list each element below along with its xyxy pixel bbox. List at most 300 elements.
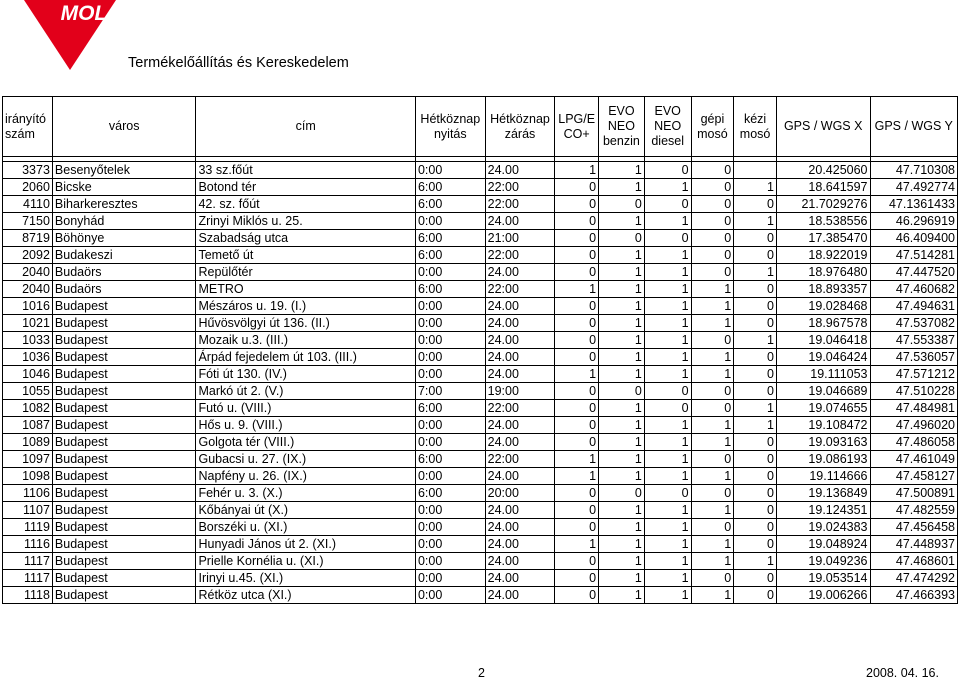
table-cell: 17.385470 [776, 230, 870, 247]
table-cell: Budapest [52, 536, 196, 553]
table-cell: 0 [691, 230, 734, 247]
table-cell: 24.00 [485, 366, 555, 383]
table-cell: 1033 [3, 332, 53, 349]
table-cell: Budapest [52, 485, 196, 502]
table-cell: 1087 [3, 417, 53, 434]
table-cell: Napfény u. 26. (IX.) [196, 468, 416, 485]
table-cell: Bonyhád [52, 213, 196, 230]
table-cell: 22:00 [485, 179, 555, 196]
table-cell: 1 [599, 281, 645, 298]
column-header: irányító szám [3, 97, 53, 157]
table-cell: 0 [555, 519, 599, 536]
table-cell: 47.461049 [870, 451, 957, 468]
table-cell: Szabadság utca [196, 230, 416, 247]
table-cell: 1 [644, 349, 691, 366]
table-cell: 0:00 [415, 434, 485, 451]
table-cell: 33 sz.főút [196, 162, 416, 179]
table-cell: 0 [555, 553, 599, 570]
table-cell: 1 [691, 553, 734, 570]
table-cell: 1 [644, 213, 691, 230]
table-cell: Budapest [52, 366, 196, 383]
table-cell: Rétköz utca (XI.) [196, 587, 416, 604]
table-cell: 7:00 [415, 383, 485, 400]
table-cell: 1 [555, 451, 599, 468]
table-cell: 1 [599, 519, 645, 536]
table-cell: 0 [555, 485, 599, 502]
table-cell: 47.458127 [870, 468, 957, 485]
table-cell: 0 [555, 383, 599, 400]
table-cell: 1 [599, 417, 645, 434]
table-cell: 24.00 [485, 536, 555, 553]
table-cell: 0:00 [415, 315, 485, 332]
table-cell: 1 [644, 298, 691, 315]
table-cell: 42. sz. főút [196, 196, 416, 213]
table-cell: 47.510228 [870, 383, 957, 400]
table-cell: 2040 [3, 281, 53, 298]
company-division-title: Termékelőállítás és Kereskedelem [128, 55, 349, 71]
table-cell: 1 [599, 366, 645, 383]
table-cell: 0 [734, 570, 777, 587]
table-cell: Bicske [52, 179, 196, 196]
table-cell: 0 [599, 230, 645, 247]
table-cell: 1 [599, 536, 645, 553]
table-cell: 0 [555, 417, 599, 434]
table-cell: 0:00 [415, 213, 485, 230]
table-cell: 0 [644, 383, 691, 400]
page-number: 2 [478, 666, 485, 680]
table-cell: 0 [734, 468, 777, 485]
table-cell: 1 [555, 281, 599, 298]
table-cell: 1 [734, 264, 777, 281]
table-cell: 1 [691, 315, 734, 332]
table-cell: 1 [691, 587, 734, 604]
table-cell: 1 [644, 332, 691, 349]
table-cell: 0:00 [415, 162, 485, 179]
table-cell: 2060 [3, 179, 53, 196]
table-cell: 22:00 [485, 400, 555, 417]
table-cell: 1 [599, 553, 645, 570]
table-cell: 47.486058 [870, 434, 957, 451]
table-cell: 19.006266 [776, 587, 870, 604]
table-cell: 24.00 [485, 213, 555, 230]
table-cell: 47.460682 [870, 281, 957, 298]
table-cell: 0 [555, 315, 599, 332]
table-row [3, 315, 958, 332]
table-cell: 1 [555, 536, 599, 553]
table-cell: 0 [555, 400, 599, 417]
table-cell: 0:00 [415, 553, 485, 570]
table-cell: 1 [599, 332, 645, 349]
table-cell: 0:00 [415, 570, 485, 587]
table-cell: 18.976480 [776, 264, 870, 281]
table-cell: 0 [734, 451, 777, 468]
table-cell: 0 [599, 383, 645, 400]
table-cell: 0 [734, 434, 777, 451]
table-cell: 0 [691, 264, 734, 281]
table-cell: 47.447520 [870, 264, 957, 281]
table-cell: 1021 [3, 315, 53, 332]
table-cell: Budapest [52, 298, 196, 315]
table-cell: 0 [734, 587, 777, 604]
table-cell: 19.136849 [776, 485, 870, 502]
table-cell: 0:00 [415, 536, 485, 553]
table-cell: 19.028468 [776, 298, 870, 315]
table-cell: 47.466393 [870, 587, 957, 604]
table-cell: 1 [734, 417, 777, 434]
table-cell: 21.7029276 [776, 196, 870, 213]
column-header: cím [196, 97, 416, 157]
table-row [3, 213, 958, 230]
table-cell: METRO [196, 281, 416, 298]
table-cell: Golgota tér (VIII.) [196, 434, 416, 451]
table-cell: 0 [691, 485, 734, 502]
column-header: Hétköznap nyitás [415, 97, 485, 157]
table-cell: 0 [555, 434, 599, 451]
table-cell: 47.494631 [870, 298, 957, 315]
table-cell: 24.00 [485, 162, 555, 179]
table-row [3, 434, 958, 451]
logo-text: MOL [60, 2, 108, 25]
table-cell: Budapest [52, 451, 196, 468]
table-cell: 46.409400 [870, 230, 957, 247]
table-cell: 1055 [3, 383, 53, 400]
table-cell: 1 [691, 502, 734, 519]
table-cell: 0 [599, 485, 645, 502]
table-cell: 47.468601 [870, 553, 957, 570]
table-body [3, 162, 958, 604]
table-cell: 1 [691, 468, 734, 485]
table-cell: 1 [734, 400, 777, 417]
table-cell: 0 [555, 587, 599, 604]
table-cell: 47.710308 [870, 162, 957, 179]
table-cell: 47.496020 [870, 417, 957, 434]
table-cell: 0 [734, 196, 777, 213]
table-cell: 1 [691, 434, 734, 451]
table-cell: 47.492774 [870, 179, 957, 196]
table-cell: 47.482559 [870, 502, 957, 519]
column-header: Hétköznap zárás [485, 97, 555, 157]
table-cell: 4110 [3, 196, 53, 213]
table-cell: 0:00 [415, 587, 485, 604]
table-cell: 1 [599, 434, 645, 451]
table-row [3, 298, 958, 315]
table-cell: Zrinyi Miklós u. 25. [196, 213, 416, 230]
table-cell: 19.053514 [776, 570, 870, 587]
table-cell: 0:00 [415, 349, 485, 366]
table-cell: Fóti út 130. (IV.) [196, 366, 416, 383]
table-cell: 0 [555, 179, 599, 196]
table-cell: 24.00 [485, 434, 555, 451]
table-row [3, 519, 958, 536]
table-cell: 0 [555, 349, 599, 366]
station-table [2, 96, 958, 604]
table-cell: 1 [599, 213, 645, 230]
table-cell: 24.00 [485, 417, 555, 434]
table-cell: 24.00 [485, 298, 555, 315]
table-cell: 1 [599, 315, 645, 332]
table-cell: 1 [644, 570, 691, 587]
table-cell: Futó u. (VIII.) [196, 400, 416, 417]
table-row [3, 468, 958, 485]
table-cell: 24.00 [485, 349, 555, 366]
table-cell: 1 [691, 417, 734, 434]
table-cell: 1 [734, 332, 777, 349]
table-row [3, 400, 958, 417]
table-cell: 47.537082 [870, 315, 957, 332]
table-cell: 1 [555, 162, 599, 179]
table-cell: 19.124351 [776, 502, 870, 519]
table-cell: Budapest [52, 468, 196, 485]
table-cell: Mészáros u. 19. (I.) [196, 298, 416, 315]
table-cell: 0:00 [415, 519, 485, 536]
table-cell: 22:00 [485, 451, 555, 468]
table-cell: 1 [555, 468, 599, 485]
table-cell: 1 [644, 264, 691, 281]
table-row [3, 502, 958, 519]
table-cell: 19.046418 [776, 332, 870, 349]
table-cell: 1 [644, 587, 691, 604]
table-cell: Böhönye [52, 230, 196, 247]
table-cell: 22:00 [485, 247, 555, 264]
column-header: GPS / WGS X [776, 97, 870, 157]
table-cell: 19:00 [485, 383, 555, 400]
table-cell: 6:00 [415, 179, 485, 196]
mol-logo [20, 0, 120, 77]
table-cell: 1 [691, 281, 734, 298]
table-cell: 1 [644, 434, 691, 451]
table-cell: 1 [644, 366, 691, 383]
table-row [3, 570, 958, 587]
table-cell: 0 [734, 230, 777, 247]
table-row [3, 179, 958, 196]
table-cell: 21:00 [485, 230, 555, 247]
table-cell: 0 [691, 213, 734, 230]
table-cell: 1036 [3, 349, 53, 366]
table-row [3, 587, 958, 604]
table-cell: 1 [644, 468, 691, 485]
table-cell: Budapest [52, 349, 196, 366]
table-cell: 1 [691, 366, 734, 383]
table-row [3, 451, 958, 468]
table-row [3, 196, 958, 213]
table-cell: 1118 [3, 587, 53, 604]
table-cell: 0:00 [415, 264, 485, 281]
table-cell: Budapest [52, 519, 196, 536]
table-cell: Biharkeresztes [52, 196, 196, 213]
table-cell: 0:00 [415, 417, 485, 434]
table-cell: 18.538556 [776, 213, 870, 230]
table-cell: Budapest [52, 400, 196, 417]
table-cell: Besenyőtelek [52, 162, 196, 179]
table-row [3, 264, 958, 281]
table-cell: 0 [734, 485, 777, 502]
table-row [3, 162, 958, 179]
table-cell: 0 [555, 298, 599, 315]
table-cell: 8719 [3, 230, 53, 247]
table-cell: 19.111053 [776, 366, 870, 383]
table-cell: 1 [599, 264, 645, 281]
table-cell: 0 [691, 247, 734, 264]
table-cell: 47.571212 [870, 366, 957, 383]
table-cell: 0:00 [415, 502, 485, 519]
table-cell: 22:00 [485, 196, 555, 213]
table-cell: 0:00 [415, 332, 485, 349]
table-cell: 1 [734, 179, 777, 196]
table-cell: 1 [644, 417, 691, 434]
table-cell: 0 [691, 519, 734, 536]
table-row [3, 485, 958, 502]
table-cell: 0:00 [415, 366, 485, 383]
table-cell: 0 [734, 247, 777, 264]
table-cell [734, 162, 777, 179]
table-cell: 0 [734, 536, 777, 553]
table-cell: 3373 [3, 162, 53, 179]
table-cell: 47.536057 [870, 349, 957, 366]
table-cell: 1 [644, 315, 691, 332]
table-cell: 18.922019 [776, 247, 870, 264]
table-cell: Budaörs [52, 281, 196, 298]
table-row [3, 366, 958, 383]
table-cell: 1 [599, 179, 645, 196]
table-cell: Budapest [52, 570, 196, 587]
table-cell: 6:00 [415, 485, 485, 502]
table-cell: 0 [691, 451, 734, 468]
table-cell: Budapest [52, 383, 196, 400]
table-row [3, 383, 958, 400]
table-cell: 0 [555, 264, 599, 281]
table-cell: 24.00 [485, 519, 555, 536]
table-cell: 47.456458 [870, 519, 957, 536]
table-cell: 1 [734, 553, 777, 570]
table-cell: 19.074655 [776, 400, 870, 417]
table-cell: 1 [734, 213, 777, 230]
table-cell: 47.553387 [870, 332, 957, 349]
table-cell: 24.00 [485, 553, 555, 570]
column-header: kézi mosó [734, 97, 777, 157]
table-cell: Budapest [52, 502, 196, 519]
table-cell: 6:00 [415, 230, 485, 247]
table-cell: 18.893357 [776, 281, 870, 298]
table-cell: 1097 [3, 451, 53, 468]
table-cell: 0 [644, 230, 691, 247]
table-cell: 19.024383 [776, 519, 870, 536]
table-cell: 1107 [3, 502, 53, 519]
table-cell: Repülőtér [196, 264, 416, 281]
table-cell: Budaörs [52, 264, 196, 281]
table-cell: 19.108472 [776, 417, 870, 434]
table-cell: 1 [691, 349, 734, 366]
table-cell: 0 [734, 315, 777, 332]
table-cell: 0 [555, 502, 599, 519]
table-cell: 1098 [3, 468, 53, 485]
table-cell: Budapest [52, 553, 196, 570]
table-cell: 0 [599, 196, 645, 213]
table-cell: 1 [644, 451, 691, 468]
table-cell: 47.484981 [870, 400, 957, 417]
table-cell: 0 [555, 230, 599, 247]
table-cell: 24.00 [485, 570, 555, 587]
table-cell: Mozaik u.3. (III.) [196, 332, 416, 349]
table-cell: 1 [644, 179, 691, 196]
table-cell: 0 [734, 281, 777, 298]
table-cell: 0 [734, 366, 777, 383]
table-cell: 0 [734, 502, 777, 519]
table-cell: 0 [691, 162, 734, 179]
table-cell: 1 [644, 536, 691, 553]
table-cell: 0 [734, 383, 777, 400]
table-cell: Budapest [52, 417, 196, 434]
table-cell: 47.1361433 [870, 196, 957, 213]
table-cell: Fehér u. 3. (X.) [196, 485, 416, 502]
table-cell: 1 [599, 587, 645, 604]
table-cell: 0 [555, 247, 599, 264]
table-cell: Borszéki u. (XI.) [196, 519, 416, 536]
table-cell: 47.500891 [870, 485, 957, 502]
table-cell: 7150 [3, 213, 53, 230]
table-cell: 19.046689 [776, 383, 870, 400]
table-cell: 19.114666 [776, 468, 870, 485]
table-cell: 1 [644, 519, 691, 536]
table-cell: Hűvösvölgyi út 136. (II.) [196, 315, 416, 332]
table-cell: 6:00 [415, 451, 485, 468]
table-row [3, 247, 958, 264]
table-cell: Prielle Kornélia u. (XI.) [196, 553, 416, 570]
table-cell: 18.967578 [776, 315, 870, 332]
table-cell: 1 [599, 298, 645, 315]
table-header-row [3, 97, 958, 157]
table-cell: 1082 [3, 400, 53, 417]
table-cell: Temető út [196, 247, 416, 264]
table-cell: 1 [599, 162, 645, 179]
table-cell: 47.474292 [870, 570, 957, 587]
table-cell: 0 [691, 570, 734, 587]
table-cell: 1016 [3, 298, 53, 315]
table-cell: 0 [644, 485, 691, 502]
table-cell: Budakeszi [52, 247, 196, 264]
column-header: város [52, 97, 196, 157]
table-cell: Hunyadi János út 2. (XI.) [196, 536, 416, 553]
table-cell: Gubacsi u. 27. (IX.) [196, 451, 416, 468]
column-header: EVO NEO benzin [599, 97, 645, 157]
table-cell: 1117 [3, 570, 53, 587]
table-cell: 1 [599, 400, 645, 417]
table-row [3, 281, 958, 298]
table-cell: 6:00 [415, 196, 485, 213]
table-cell: Budapest [52, 315, 196, 332]
table-cell: 1089 [3, 434, 53, 451]
table-cell: 0 [644, 196, 691, 213]
table-cell: 0 [691, 179, 734, 196]
table-cell: 1 [599, 349, 645, 366]
table-cell: 20.425060 [776, 162, 870, 179]
table-cell: 19.093163 [776, 434, 870, 451]
table-cell: Botond tér [196, 179, 416, 196]
table-cell: 1 [599, 451, 645, 468]
table-cell: 24.00 [485, 502, 555, 519]
table-row [3, 536, 958, 553]
table-cell: 22:00 [485, 281, 555, 298]
table-cell: 24.00 [485, 468, 555, 485]
table-cell: 0 [644, 400, 691, 417]
table-cell: 1 [599, 468, 645, 485]
table-cell: 47.448937 [870, 536, 957, 553]
table-cell: 0 [555, 332, 599, 349]
table-cell: 24.00 [485, 264, 555, 281]
table-cell: 0 [691, 400, 734, 417]
table-cell: 24.00 [485, 315, 555, 332]
table-cell: 1 [644, 502, 691, 519]
table-cell: 46.296919 [870, 213, 957, 230]
